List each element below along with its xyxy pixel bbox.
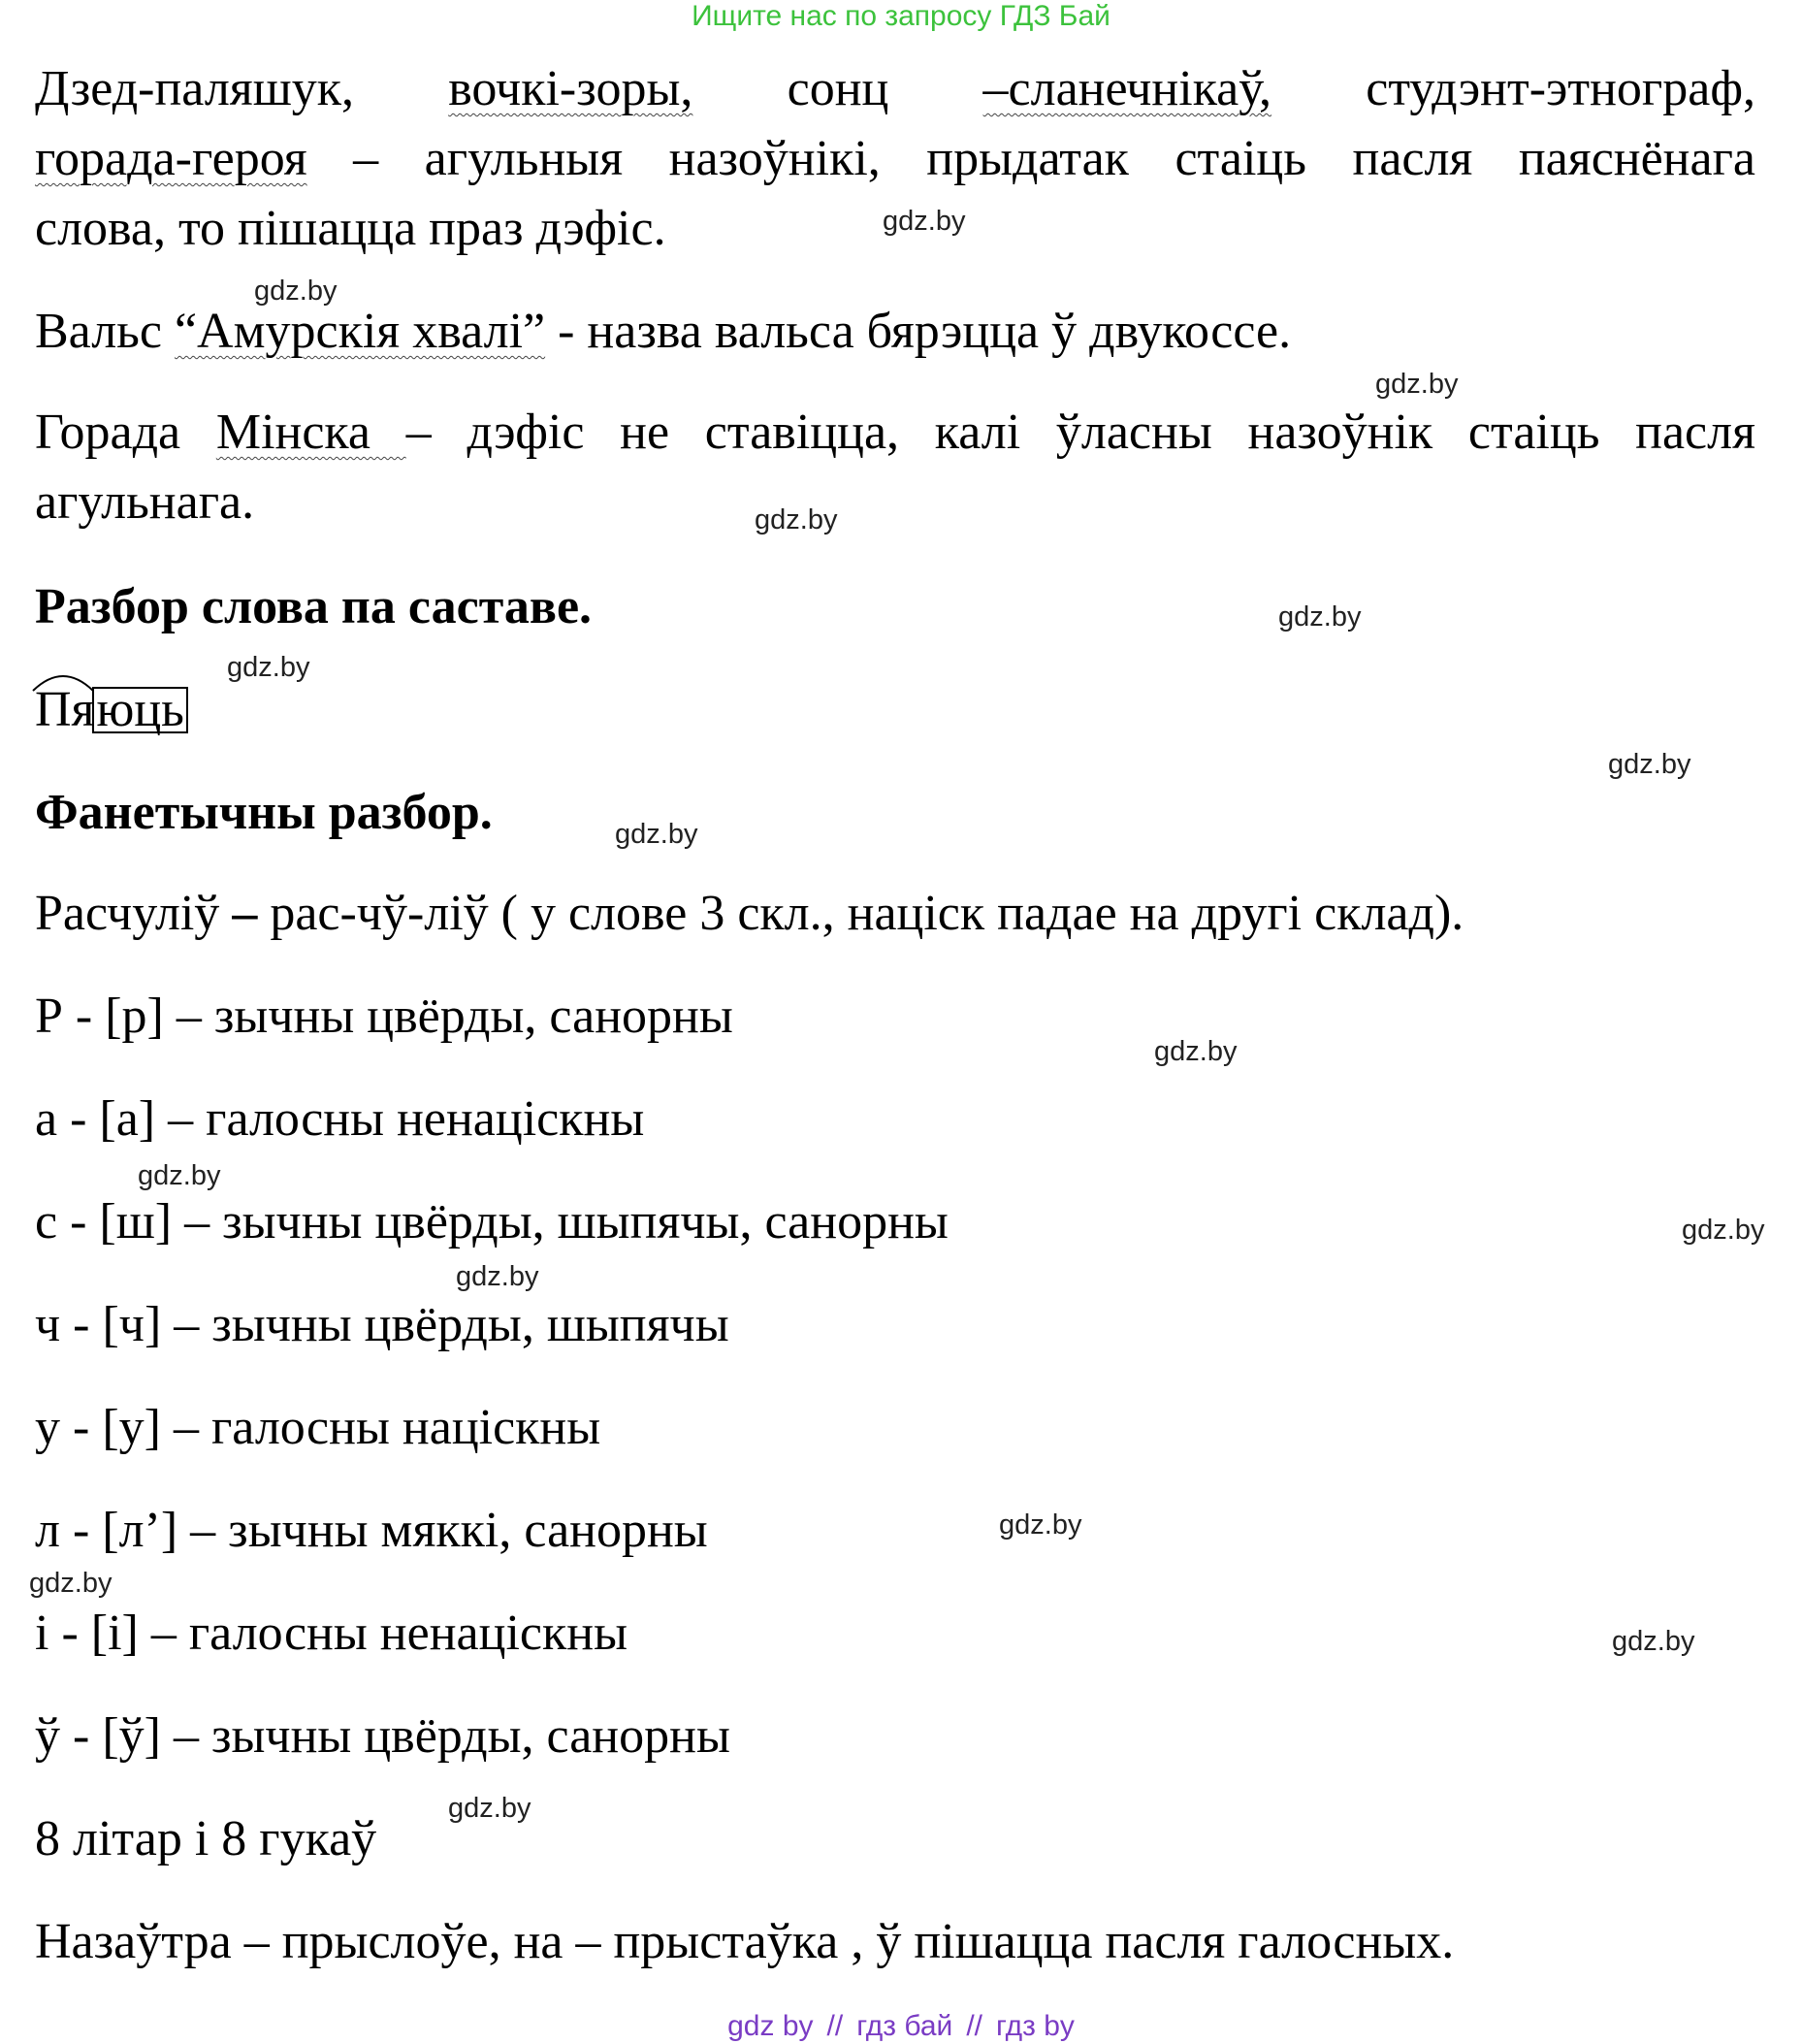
root-arc-icon bbox=[31, 667, 95, 693]
watermark: gdz.by bbox=[1278, 601, 1362, 633]
watermark: gdz.by bbox=[615, 819, 698, 850]
text: Горада bbox=[35, 405, 216, 460]
phon-letter-row: ч - [ч] – зычны цвёрды, шыпячы bbox=[35, 1297, 729, 1352]
morph-heading: Разбор слова па саставе. bbox=[35, 579, 593, 634]
dash: – bbox=[232, 886, 258, 941]
text: рас-чў-ліў ( у слове 3 скл., націск падае на другі склад). bbox=[257, 886, 1464, 941]
watermark: gdz.by bbox=[456, 1261, 539, 1292]
phon-heading: Фанетычны разбор. bbox=[35, 785, 493, 840]
word: вочкі-зоры, bbox=[448, 61, 693, 116]
morph-word bbox=[35, 681, 188, 739]
watermark: gdz.by bbox=[254, 276, 338, 307]
para1-line3: слова, то пішацца праз дэфіс. bbox=[35, 201, 666, 256]
text: - назва вальса бярэцца ў двукоссе. bbox=[545, 304, 1292, 359]
word: сонц bbox=[787, 61, 889, 116]
footer-text: гдз by bbox=[996, 2010, 1075, 2042]
watermark: gdz.by bbox=[755, 504, 838, 535]
phon-letter-row: а - [а] – галосны ненаціскны bbox=[35, 1091, 645, 1147]
footer-separator: // bbox=[966, 2010, 982, 2042]
watermark: gdz.by bbox=[1682, 1215, 1765, 1246]
phon-letter-row: л - [л’] – зычны мяккі, санорны bbox=[35, 1503, 708, 1558]
phon-letter-row: і - [і] – галосны ненаціскны bbox=[35, 1606, 627, 1661]
text: Вальс bbox=[35, 304, 175, 359]
word: Дзед-паляшук, bbox=[35, 61, 355, 116]
word: –сланечнікаў, bbox=[982, 61, 1272, 116]
watermark: gdz.by bbox=[29, 1568, 113, 1599]
watermark: gdz.by bbox=[448, 1793, 531, 1824]
watermark: gdz.by bbox=[1612, 1626, 1695, 1657]
root-text: Пя bbox=[35, 682, 95, 737]
footer-text: гдз бай bbox=[856, 2010, 953, 2042]
watermark: gdz.by bbox=[1154, 1036, 1238, 1067]
para3-line2: агульнага. bbox=[35, 474, 255, 530]
para1-line1 bbox=[35, 60, 1755, 118]
watermark: gdz.by bbox=[883, 206, 966, 237]
watermark: gdz.by bbox=[227, 652, 310, 683]
para1-line2 bbox=[35, 130, 1755, 188]
quoted-title: “Амурскія хвалі” bbox=[174, 304, 546, 359]
header-banner: Ищите нас по запросу ГДЗ Бай bbox=[692, 0, 1110, 32]
phon-intro bbox=[35, 885, 1464, 943]
phon-letter-row: с - [ш] – зычны цвёрды, шыпячы, санорны bbox=[35, 1194, 949, 1249]
footer-separator: // bbox=[826, 2010, 844, 2042]
footer-text: gdz by bbox=[727, 2010, 814, 2042]
watermark: gdz.by bbox=[1608, 749, 1691, 780]
word-root bbox=[35, 681, 94, 739]
last-line: Назаўтра – прыслоўе, на – прыстаўка , ў пішацца пасля галосных. bbox=[35, 1914, 1455, 1969]
phon-letter-row: Р - [р] – зычны цвёрды, санорны bbox=[35, 989, 733, 1044]
word-ending-box: юць bbox=[92, 687, 187, 733]
watermark: gdz.by bbox=[1375, 369, 1459, 400]
text: – агульныя назоўнікі, прыдатак стаіць пасля паяснёнага bbox=[353, 131, 1755, 186]
word: студэнт-этнограф, bbox=[1366, 61, 1756, 116]
word: Мінска bbox=[215, 405, 406, 460]
phon-letter-row: у - [у] – галосны націскны bbox=[35, 1400, 601, 1455]
word: горада-героя bbox=[35, 131, 307, 186]
para3-line1 bbox=[35, 404, 1755, 462]
watermark: gdz.by bbox=[138, 1160, 221, 1191]
phon-count: 8 літар і 8 гукаў bbox=[35, 1811, 377, 1866]
text: Расчуліў bbox=[35, 886, 233, 941]
phon-letter-row: ў - [ў] – зычны цвёрды, санорны bbox=[35, 1708, 730, 1764]
para2-line bbox=[35, 303, 1291, 361]
text: – дэфіс не ставіцца, калі ўласны назоўнік стаіць пасля bbox=[405, 405, 1756, 460]
watermark: gdz.by bbox=[999, 1509, 1082, 1541]
footer-banner bbox=[0, 2010, 1802, 2043]
